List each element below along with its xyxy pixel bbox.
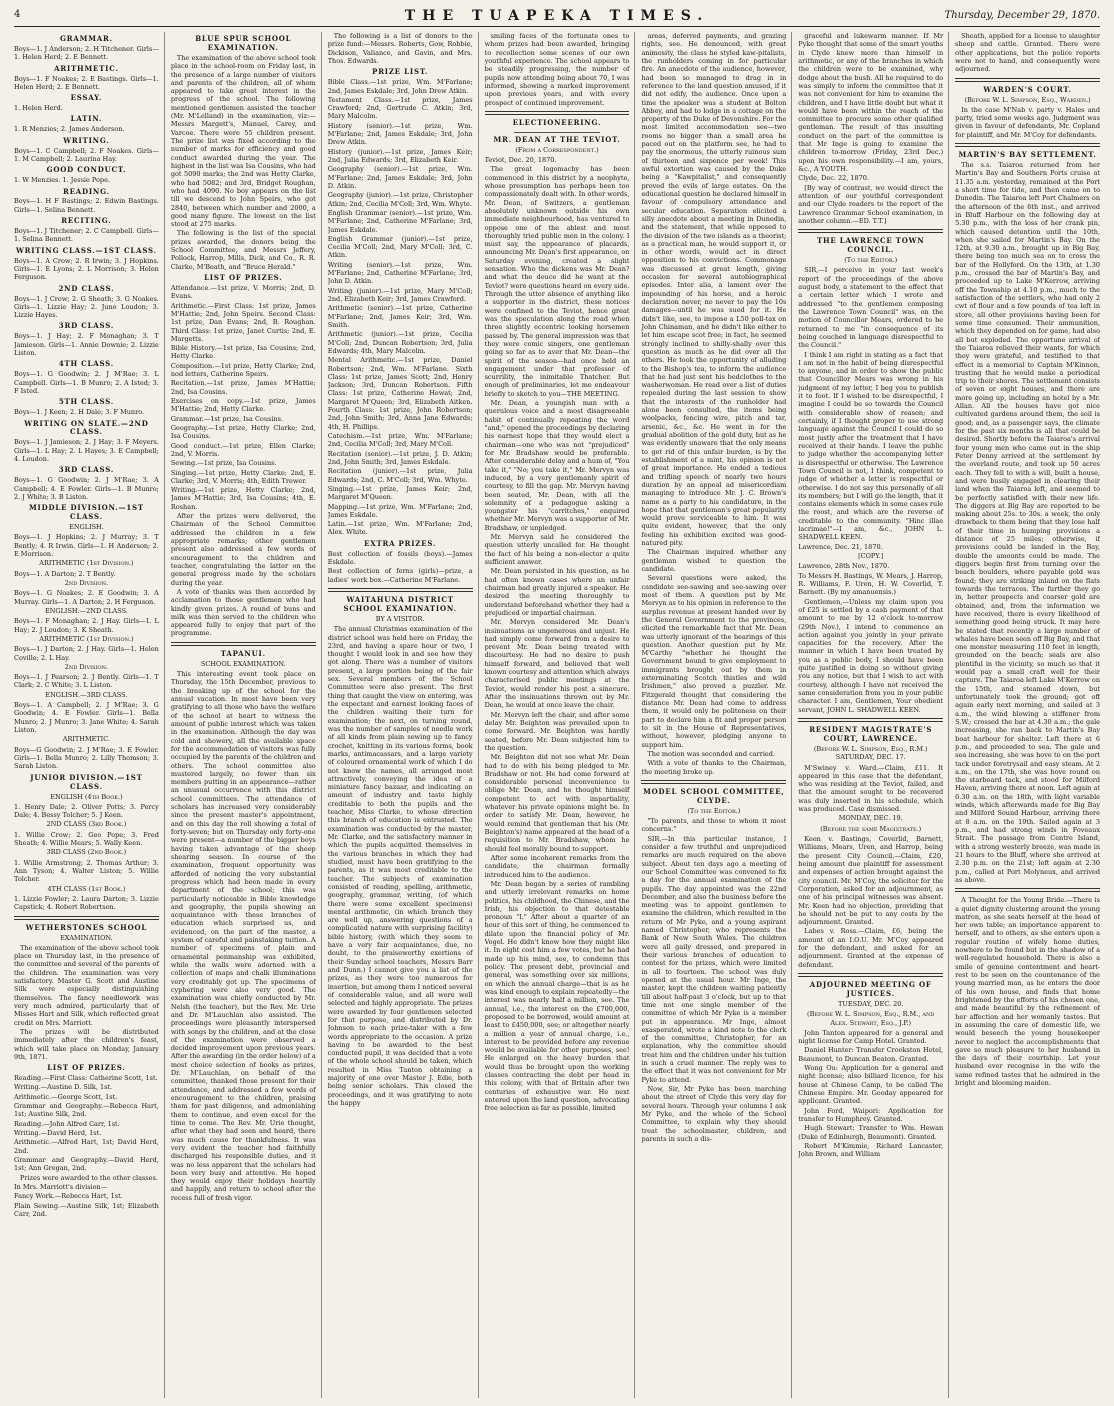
section-subheading: 4TH CLASS (1st Book.) (47, 884, 126, 893)
list-line: Bible History.—1st prize, Isa Cousins; 2nd, Hetty Clarke. (170, 344, 316, 361)
article-paragraph: Mr. Mervyn left the chair, and after some delay Mr. Beighton was prevailed upon to come forward. Mr. Beighton was hardly seated, before Mr. Dean subjected him to the question. (484, 710, 630, 752)
section-heading: READING. (62, 186, 110, 196)
list-line: 1. W Menzies. 1. Jessie Pope. (14, 176, 111, 185)
list-line: 1. R Menzies; 2. James Anderson. (14, 125, 125, 134)
section-heading: WARDEN'S COURT. (983, 84, 1072, 94)
list-line: Boys—1. J Hopkins; 2. J Murray; 3. T Bently; 4. R Irwin. Girls—1. H Anderson; 2. E Morrison. (14, 533, 159, 559)
list-line: Fancy Work.—Rebecca Hart, 1st. (14, 1192, 123, 1201)
list-line: Boys—1. J Crow; 2. G Sheath; 3. G Noakes. Girls—1. Lizzie Hay; 2. June Loudon; 3. Lizzie Hayes. (14, 294, 159, 320)
list-line: Singing.—1st prize, James Keir; 2nd, Margaret M'Queen. (327, 484, 473, 502)
list-line: Attendance.—1st prize, V. Morris; 2nd, D. Evans. (170, 283, 316, 301)
section-heading: WRITING. (63, 135, 110, 145)
list-line: Arithmetic.—Alfred Hart, 1st; David Herd, 2nd. (14, 1138, 159, 1155)
list-line: 1. Willie Crow; 2. Geo Pope; 3. Fred Sheath; 4. Willie Mears; 5. Wally Keen. (14, 830, 159, 848)
article-paragraph: The prizes will be distributed immediately after the children's feast, which will take place on Monday, January 9th, 1871. (14, 1027, 159, 1061)
article-paragraph: The great logomachy has been commenced in this district by a neophyte, whose presumption has perhaps been too compassionately dealt with. In other words, Mr. Dean, of Switzers, a gentleman absolutely unknown outside his own immediate neighbourhood, has ventured to oppose one of the ablest and most thoroughly tried public men in the colony. I must say, the appearance of placards, announcing Mr. Dean's first appearance, on Saturday evening, created a slight sensation. Who the dickens was Mr. Dean? and what the deuce did he want at the Teviot? were questions heard on every side. Through the utter absence of anything like a supporter in the district, these notices were confined to the Teviot, hence great was the speculation along the road when three slightly eccentric looking horsemen passed by. The general impression was that they were comic singers, one gentleman going so far as to aver that Mr. Dean—the spirit of the season—had once held an engagement under that professor of scurrility, the inimitable Thatcher. But enough of preliminaries, let me endeavour briefly to sketch to you—THE MEETING. (484, 165, 630, 398)
list-line: 1. Henry Dale; 2. Oliver Potts; 3. Percy Dale; 4. Bessy Tolcher; 5. J Keen. (14, 802, 159, 820)
article-paragraph: Mr. Beighton did not see what Mr. Dean had to do with his being pledged to Mr. Bradshaw or not. He had come forward at considerable personal inconvenience to oblige Mr. Dean, and he thought himself competent to act with impartiality, whatever his private opinions might be. In order to satisfy Mr. Dean, however, he would remind that gentleman that his (Mr. Beighton's) name appeared at the head of a requisition to Mr. Bradshaw, whom he should feel morally bound to support. (484, 753, 630, 853)
section-subheading: (From a Correspondent.) (515, 145, 599, 154)
section-subheading: ARITHMETIC. (62, 735, 111, 744)
column-4 (485, 32, 636, 1398)
article-paragraph: I think I am right in stating as a fact that I am not in the habit of being disrespectful to anyone, and in order to show the public that Councillor Mears was wrong in his judgment of my letter, I beg you to publish it to foot. If I wished to be disrespectful, I imagine I could be so towards the Council with considerable show of reason; and certainly, if I thought proper to use strong language against the Council I could do so most justly after the treatment that I have received at their hands. I leave the public to judge whether the accompanying letter is disrespectful or otherwise. The Lawrence Town Council is not, I think, competent to judge of whether a letter is respectful or otherwise. I do not say this personally of all its members; but I will go the length, that it contains elements which in some cases rule the roost, and which are the reverse of creditable to the community. "Hinc illae lacrimae!"—I am, &c., JOHN L. SHADWELL KEEN. (798, 350, 944, 542)
list-line: Boys—1. G Goodwin; 2. J M'Rae; 3. L Campbell. Girls—1. B Munro; 2. A Isted; 3. F Isted. (14, 370, 159, 395)
list-line: Sewing.—1st prize, Isa Cousins. (170, 459, 277, 468)
article-paragraph: The s.s. Taiaroa returned from her Martin's Bay and Southern Ports cruise at 11.35 a.m. yesterday, remained at the Port a short time for tide, and then came on to Dunedin. The Taiaroa left Port Chalmers on the afternoon of the 6th inst., and arrived in Bluff Harbour on the following day at 5.30 p.m., with the loss of her crank pin, which caused detention until the 10th, when she sailed for Martin's Bay. On the 12th, at 9.30 a.m., brought up in Big Bay, there being too much sea on to cross the bar of the Hollyford. On the 13th, at 1.30 p.m., crossed the bar of Martin's Bay, and proceeded up to Lake M'Kerrow, arriving off the Township at 4.10 p.m., much to the satisfaction of the settlers, who had only 2 cwt of flour and a few pounds of tea left in store, all other provisions having been for some time consumed. Their ammunition, which they depended on for game, had also all but exploded. The opportune arrival of the Taiaroa relieved their wants, for which they were grateful, and testified to that effect in a memorial to Captain M'Kinnon, trusting that he would make a periodical trip to their shores. The settlement consists of seven or eight houses, and there are more going up, including an hotel by a Mr. Allan. All the houses have got nice cultivated gardens around them, the soil is good; and, as a passenger says, the climate for the past six months is all that could be desired. Shortly before the Taiaroa's arrival four young men who came out in the ship Peter Denny arrived at the settlement by the overland route, and took up 50 acres each. They fell to with a will, built a house, and were busily engaged in clearing their land when the Taiaroa left, and seemed to be perfectly satisfied with their new life. The diggers at Big Bay are reported to be making about 25s. to 30s. a week, the only drawback to them being that they lose half of their time in humping provisions a distance of 25 miles; otherwise, if provisions could be landed in the Bay, double the amounts could be made. The diggers begin first from turning over the beach boulders, where payable gold was found; they are striking inland on the flats towards the terraces. The further they go in, better prospects and coarser gold are obtained, and, from the information we have received, there is every likelihood of something good being struck. It may here be stated that recently a large number of whales have been seen off Big Bay, and that one monster measuring 110 feet in length, grounded on the beach; seals are also plentiful in the vicinity, so much so that it would pay a small craft well for their capture. The Taiaroa left Lake M'Kerrow on the 15th, and steamed down, but unfortunately took the ground; got off again early next morning, and sailed at 3 a.m., the wind blowing a stiffener from S.W.; crossed the bar at 4.30 a.m.; the gale increasing, she ran back to Martin's Bay boat harbour for shelter. Left there at 6 p.m., and proceeded to sea. The gale and sea increasing, she was hove to on the port tack under foretrysail and easy steam. At 2 a.m., on the 17th, she was hove round on the starboard tack, and stood for Milford Haven, arriving there at noon. Left again at 6.30 a.m. on the 18th, with light variable winds, which afterwards made for Big Bay and Milford Sound Harbour, arriving there at 8 a.m. on the 19th. Sailed again at 3 p.m., and had strong winds in Foveaux Strait. The passage from Centre Island, with a strong westerly breeze, was made in 21 hours to the Bluff, where she arrived at 2.30 p.m. on the 21st; left again at 2.30 p.m., called at Port Molyneux, and arrived as above. (955, 161, 1101, 884)
section-subheading: (Before the same Magistrate.) (820, 824, 922, 833)
column-divider (955, 888, 1100, 892)
list-line: Writing (senior).—1st prize, Wm. M'Farlane; 2nd, Catherine M'Farlane; 3rd, John D. Atkin. (327, 260, 473, 286)
section-subheading: (Before W. L. Simpson, Esq., R.M.) SATURDAY, DEC. 17. (813, 744, 928, 762)
section-heading: 5TH CLASS. (58, 397, 115, 407)
list-line: Testament Class.—1st prize, James Crawford; 2nd, Gertrude C. Atkin; 3rd, Mary Malcolm. (327, 95, 473, 121)
section-heading: MIDDLE DIVISION.—1ST CLASS. (29, 503, 144, 522)
section-heading: ADJOURNED MEETING OF JUSTICES. (809, 980, 932, 998)
list-line: 1. Lizzie Fowler; 2. Laura Darton; 3. Lizzie Capstick; 4. Robert Robertson. (14, 894, 159, 912)
article-paragraph: M'Swiney v. Ward.—Claim, £11. It appeared in this case that the defendant, who was residing at the Teviot, failed, and that the amount sought to be recovered was duly inserted in his schedule, which was produced. Case dismissed. (798, 763, 944, 814)
list-line: Mapping.—1st prize, Wm. M'Farlane; 2nd, James Eskdale. (327, 502, 473, 519)
list-line: Recitation (junior).—1st prize, Julia Edwards; 2nd, C. M'Coll; 3rd, Wm. Whyte. (327, 467, 473, 484)
list-line: Boys—1. A Crow; 2. R Irwin; 3. J Hopkins. Girls—1. E Lyons; 2. L Morrison; 3. Helen Ferguson. (14, 256, 159, 282)
section-heading: BLUE SPUR SCHOOL EXAMINATION. (195, 34, 292, 52)
column-divider (171, 642, 316, 646)
article-paragraph: With a vote of thanks to the Chairman, the meeting broke up. (641, 759, 787, 776)
section-subheading: [COPY.] (858, 552, 884, 561)
list-line: Boys—1. F Monaghan; 2. J Hay. Girls—1. L Hay; 2. J Loudon; 3. K Sheath. (14, 617, 159, 634)
list-line: Boys—1. G Goodwin; 2. J M'Rae; 3. A Campbell; 4. E Fowler. Girls—1. B Munro; 2. J White; 3. B Liston. (14, 476, 159, 501)
list-line: Teviot, Dec. 20, 1870. (484, 156, 557, 165)
section-heading: RECITING. (61, 216, 112, 226)
article-paragraph: Mr. Mervyn said he considered the question utterly uncalled for. He thought the fact of his being a non-elector a quite sufficient answer. (484, 533, 630, 567)
section-heading: MARTIN'S BAY SETTLEMENT. (958, 150, 1097, 160)
short-rule (514, 132, 601, 133)
list-line: Singing.—1st prize, Hetty Clarke; 2nd, E. Clarke; 3rd, V. Morris; 4th, Edith Trewer. (170, 468, 316, 485)
section-heading: THE LAWRENCE TOWN COUNCIL. (816, 236, 925, 255)
section-heading: PRIZE LIST. (372, 67, 429, 77)
column-divider (485, 111, 630, 115)
section-heading: LIST OF PRIZES. (204, 273, 283, 283)
section-heading: LIST OF PRIZES. (47, 1063, 126, 1073)
section-subheading: 2nd Division. (64, 579, 109, 588)
list-line: History (junior).—1st prize, James Keir; 2nd, Julia Edwards; 3rd, Elizabeth Keir. (327, 147, 473, 165)
list-line: Boys—1. J Anderson; 2. H Titchener. Girls—1. Helen Herd; 2. E Bennett. (14, 44, 159, 62)
section-heading: 2ND CLASS. (58, 283, 115, 293)
list-line: Lawrence, Dec. 21, 1870. (798, 542, 883, 551)
list-line: Writing.—Austine D. Silk, 1st. (14, 1083, 113, 1092)
article-paragraph: "To parents, and those to whom it most concerns." (641, 817, 787, 834)
section-subheading: SCHOOL EXAMINATION. (200, 659, 286, 668)
section-heading: WRITING ON SLATE.—2ND CLASS. (24, 418, 149, 437)
article-paragraph: smiling faces of the fortunate ones to whom prizes had been awarded, bringing to recollection some scenes of our own youthful experience. The school appears to be steadily progressing, the number of pupils now attending being about 70, I was informed, showing a marked improvement upon previous years, and with every prospect of continued improvement. (484, 32, 630, 107)
section-subheading: (Before W. L. Simpson, Esq., R.M., and Alex. Stewart, Esq., J.P.) (807, 1010, 935, 1027)
list-line: In Mrs. Marriott's division— (14, 1182, 108, 1191)
list-line: Good conduct.—1st prize, Ellen Clarke; 2nd, V. Morris. (170, 441, 316, 458)
list-line: Grammar.—1st prize, Isa Cousins. (170, 414, 284, 423)
list-line: Writing.—1st prize, Hetty Clarke; 2nd, James M'Hattie; 3rd, Isa Cousins; 4th, E. Roshan. (170, 486, 316, 511)
column-divider (328, 588, 473, 592)
column-2 (171, 32, 322, 1398)
article-paragraph: Labes v. Ross.—Claim, £6, being the amount of an I.O.U. Mr. M'Coy appeared for the defendant, and asked for an adjournment. Granted at the expense of defendant. (798, 927, 944, 969)
list-line: To Messrs H. Bastings, W. Mears, J. Harrop, R. Williams, F. Uren, H. W. Coverlid, T. Barnett. (By my amanuensis.) (798, 571, 944, 597)
section-heading: MR. DEAN AT THE TEVIOT. (493, 134, 621, 144)
list-line: Recitation.—1st prize, James M'Hattie; 2nd, Isa Cousins. (170, 379, 316, 396)
section-heading: RESIDENT MAGISTRATE'S COURT, LAWRENCE. (809, 724, 933, 743)
section-subheading: BY A VISITOR. (375, 614, 425, 623)
list-line: Geography (junior).—1st prize, Christopher Atkin; 2nd, Cecilia M'Coll; 3rd, Wm. Whyte. (327, 191, 473, 208)
section-subheading: 3RD CLASS (2nd Book.) (46, 848, 127, 857)
section-subheading: ENGLISH.—3RD CLASS. (45, 690, 128, 699)
list-line: Recitation (senior).—1st prize, J. D. Atkin; 2nd, John Smith; 3rd, James Eskdale. (327, 449, 473, 466)
article-paragraph: After some incoherent remarks from the candidate, the chairman formally introduced him to the audience. (484, 853, 630, 879)
list-line: Plain Sewing.—Austine Silk, 1st; Elizabeth Carr, 2nd. (14, 1201, 159, 1218)
column-divider (955, 78, 1100, 82)
article-paragraph: A vote of thanks was then accorded by acclamation to those gentlemen who had kindly given prizes. A round of buns and milk was then served to the children who appeared fully to enjoy that part of the programme. (170, 587, 316, 638)
section-subheading: (To the Editor.) (844, 256, 898, 265)
section-subheading: ENGLISH (4th Book.) (50, 792, 123, 801)
article-paragraph: The following is the list of the special prizes awarded, the donors being the School Committee, and Messrs Jeffery, Pollock, Harrop, Mills, Dick, and Co., R. R. Clarke, M'Beath, and "Bruce Herald." (170, 229, 316, 271)
article-paragraph: SIR,—In this particular instance, I consider a few truthful and unprejudiced remarks are much required on the above subject. About ten days ago a meeting of our School Committee was convened to fix a day for the annual examination of the pupils. The day appointed was the 22nd December, and also the business before the meeting was to appoint gentlemen to examine the children, which resulted in the return of Mr Pyke, and a young aspirant named Christopher, who represents the Bank of New South Wales. The children were all gaily dressed, and prepared in their various branches of education to contest for the prizes, which were limited in all to fourteen. The school was duly opened at the usual hour. Mr Inge, the master, kept the children waiting patiently till about half-past 3 o'clock, but up to that time not one single member of the committee of which Mr Pyke is a member put in appearance. Mr Inge, almost exasperated, wrote a kind note to the clerk of the committee, Christopher, for an explanation, why the committee should treat him and the children under his tuition in such a cruel manner. The reply was to the effect that it was not convenient for Mr Pyke to attend. (641, 834, 787, 1084)
section-subheading: (To the Editor.) (687, 806, 741, 815)
column-divider (798, 718, 943, 722)
article-paragraph: [By way of contrast, we would direct the attention of our youthful correspondent and our Clyde readers to the report of the Lawrence Grammar School examination, in another column.—ED. T.T.] (798, 183, 944, 225)
list-line: Boys—1. J Hay; 2. F Monaghan; 3. T Jamieson. Girls—1. Annie Downie; 2. Lizzie Liston. (14, 332, 159, 358)
section-subheading: 2nd Division. (64, 662, 109, 671)
article-paragraph: SIR,—I perceive in your last week's report of the proceedings of the above august body, a statement to the effect that a certain letter which I wrote and addressed "to the gentlemen composing the Lawrence Town Council" was, on the motion of Councillor Mears, ordered to be returned to me "in consequence of its being couched in language disrespectful to the Council." (798, 266, 944, 350)
list-line: Boys—1. F Noakes; 2. E Bastings. Girls—1. Helen Herd; 2. E Bennett. (14, 74, 159, 91)
newspaper-columns (14, 32, 1100, 1398)
list-line: Latin.—1st prize, Wm. M'Farlane; 2nd, Alex. White. (327, 520, 473, 537)
article-paragraph: Now, Sir, Mr Pyke has been marching about the street of Clyde this very day for several hours. Through your columns I ask Mr Pyke, and the whole of the School Committee, to explain why they should treat the schoolmaster, children, and parents in such a dis- (641, 1085, 787, 1143)
list-line: Boys—G Goodwin; 2. J M'Rae; 3. E Fowler. Girls—1. Bella Munro; 2. Lilly Thomson; 3. Sarah Liston. (14, 745, 159, 771)
article-paragraph: The following is a list of donors to the prize fund:—Messrs. Roberts, Gow, Robbie, Dickison, Valiance, and Gavin, and Mrs. Thos. Edwards. (327, 32, 473, 65)
section-subheading: MONDAY, DEC. 19. (838, 814, 903, 823)
article-paragraph: The annual Christmas examination of the district school was held here on Friday, the 23rd, and having a spare hour or two, I thought I would look in and see how they got along. There was a number of visitors present, a large portion being of the fair sex. Several members of the School Committee were also present. The first thing that caught the view on entering, was the expectant and earnest looking faces of the children waiting their turn for examination; the next, on turning round, was the number of samples of needle work of all kinds from plain sewing up to fancy crochet, knitting in its various forms, book marks, antimacassars, and a large variety of coloured ornamental work of which I do not know the names, all arranged most attractively, conveying the idea of a miniature fancy bazaar, and indicating an amount of industry and taste highly creditable to both the pupils and the teacher, Miss Clarke, to whose direction this branch of education is entrusted. The examination was conducted by the master, Mr. Clarke, and the satisfactory manner in which the pupils acquitted themselves in the various branches in which they had studied, must have been gratifying to the parents, as it was most creditable to the teacher. The subjects of examination consisted of reading, spelling, arithmetic, geography, grammar, writing, (of which there were some excellent specimens) mental arithmetic, (in which branch they are well up, answering questions of a complicated nature with surprising facility) bible history, (with which they seem to have a very fair acquaintance, due, no doubt, to the praiseworthy exertions of their Sunday school teachers, Messrs Barr and Dunn.) I cannot give you a list of the prizes, as they were too numerous for insertion, but among them I noticed several of considerable value, and all were well selected and highly appropriate. The prizes were awarded by four gentlemen selected for that purpose, and distributed by Dr. Johnson to each prize-taker with a few words appropriate to the occasion. A prize having to be awarded to the best conducted pupil, it was decided that a vote of the whole school should be taken, which resulted in Miss Tanton obtaining a majority of one over Master J. Edie, both being senior scholars. This closed the proceedings, and it was gratifying to note the happy (327, 625, 473, 1107)
section-subheading: EXAMINATION. (60, 933, 113, 942)
list-line: Grammar and Geography.—Rebecca Hart, 1st; Austine Silk, 2nd. (14, 1102, 159, 1119)
list-line: Arithmetic (junior).—1st prize, Cecilia M'Coll; 2nd, Duncan Robertson; 3rd, Julia Edwards; 4th, Mary Malcolm. (327, 330, 473, 355)
list-line: Boys—1. C Campbell; 2. F Noakes. Girls—1. M Campbell; 2. Laurina Hay. (14, 146, 159, 163)
section-heading: TAPANUI. (220, 648, 266, 658)
section-subheading: ARITHMETIC (1st Division.) (39, 559, 134, 568)
article-paragraph: Robert M'Kimmie, Richard Lancaster, John Brown, and William (798, 1141, 944, 1159)
section-heading: WETHERSTONES SCHOOL (25, 922, 148, 932)
article-paragraph: Gentlemen,—Unless my claim upon you of £25 is settled by a cash payment of that amount to me by 12 o'clock to-morrow (29th Nov.), I intend to commence an action against you jointly in your private capacities for the recovery. After the manner in which I have been treated by you as a public body, I should have been quite justified in doing so without giving you any notice, but that I wish to act with courtesy, although I have not received the same consideration from you in your public character. I am, Gentlemen, Your obedient servant, JOHN L. SHADWELL KEEN. (798, 597, 944, 714)
article-paragraph: Keen v. Bastings, Coverlid, Barnett, Williams, Mears, Uren, and Harrop, being the present City Council.—Claim, £20, being amount due plaintiff for assessment and expenses of action brought against the city council. Mr. M'Coy, the solicitor for the Corporation, asked for an adjournment, as one of his principal witnesses was absent. Mr. Keen had no objection, providing that he should not be put to any costs by the adjournment. Granted. (798, 835, 944, 927)
list-line: English Grammar (senior).—1st prize, Wm. M'Farlane; 2nd, Catherine M'Farlane; 3rd, James Eskdale. (327, 208, 473, 234)
article-paragraph: John Ford, Waipori: Application for transfer to Humphrey. Granted. (798, 1106, 944, 1123)
section-heading: LATIN. (70, 114, 103, 124)
list-line: Mental Arithmetic.—1st prize, Daniel Robertson; 2nd, Wm. M'Farlane. Sixth Class: 1st prize, James Scott; 2nd, Henry Jackson; 3rd, Duncan Robertson. Fifth Class: 1st prize, Catherine Hewat; 2nd, Margaret M'Queen; 3rd, Elizabeth Aitken. Fourth Class: 1st prize, John Robertson; 2nd, John Smith; 3rd, Anna Jane Edwards; 4th, H. Phillips. (327, 356, 473, 431)
list-line: Exercises on copy.—1st prize, James M'Hattie; 2nd, Hetty Clarke. (170, 397, 316, 414)
article-paragraph: In the case M'Nab v. party v. Hales and party, tried some weeks ago. Judgment was given in favour of defendants, Mr. Copland for plaintiff, and Mr. M'Coy for defendants. (955, 105, 1101, 139)
list-line: Boys—1. J Titchener; 2. C Campbell. Girls—1. Selina Bennett. (14, 227, 159, 244)
section-heading: 4TH CLASS. (58, 359, 115, 369)
section-heading: GRAMMAR. (60, 34, 113, 43)
list-line: Boys—1. A Darton; 2. T Bently. (14, 569, 116, 578)
section-subheading: 2ND CLASS (3rd Book.) (46, 820, 127, 829)
section-heading: WAITAHUNA DISTRICT SCHOOL EXAMINATION. (343, 594, 457, 613)
section-subheading: TUESDAY, DEC. 20. (838, 999, 904, 1008)
list-line: Writing (junior).—1st prize, Mary M'Coll; 2nd, Elizabeth Keir; 3rd, James Crawford. (327, 286, 473, 304)
article-paragraph: Mr. Dean began by a series of rambling and utterly irrelevant remarks on home politics, his childhood, the Chinese, and the Irish, his objection to that detestable pronoun "I." After about a quarter of an hour of this sort of thing, he commenced to dilate upon the financial policy of Mr. Vogel. He didn't know how they might like it. In eight cost him a few votes, but he had made up his mind, see, to condemn this policy. The present debt, provincial and general, was something over six millions, on which the annual charge—that is as he was kind enough to explain repeatedly—the interest was nearly half a million, see. The annual, i.e., the interest on the £700,000, proposed to be borrowed, would amount at least to £450,000, see; or altogether nearly a million a year of annual charge, i.e., interest to be provided before any revenue would be available for other purposes, see! He enlarged on the heavy burden that would thus be brought upon the working classes contracting the debt per head in this colony, with that of Britain after two centuries of exhaustive war. He next entered upon the land question, advocating free selection as far as possible, limited (484, 879, 630, 1113)
section-heading: MODEL SCHOOL COMMITTEE, CLYDE. (643, 786, 785, 805)
column-6 (798, 32, 949, 1398)
article-paragraph: Several questions were asked, the candidate see-sawing and see-sawing over most of them. A question put by Mr. Mervyn as to his opinion in reference to the surplus revenue at present handed over by the General Government to the provinces, elicited the remarkable fact that Mr. Dean was utterly ignorant of the bearings of this question. Another question put by Mr. M'Carthy "whether he thought the Government bound to give employment to immigrants brought out by them in exterminating Scotch thistles and wild Irishmen," also proved a puzzler. Mr. Fitzgerald thought that considering the distance Mr. Dean had come to address them, it would only be politeness on their part to declare him a fit and proper person to sit in the House of Representatives, without, however, pledging anyone to support him. (641, 574, 787, 749)
article-paragraph: Sheath, applied for a license to slaughter sheep and cattle. Granted. There were other applications, but the police reports were not to hand, and consequently were adjourned. (955, 32, 1101, 74)
column-divider (14, 916, 159, 920)
section-heading: ARITHMETIC. (54, 63, 119, 73)
article-paragraph: Mr. Dean persisted in his question, as he had often known cases where an unfair chairman had greatly injured a speaker. He desired the meeting thoroughly to understand beforehand whether they had a prejudiced or impartial chairman. (484, 567, 630, 617)
column-7 (955, 32, 1100, 1398)
list-line: Catechism.—1st prize, Wm. M'Farlane; 2nd, Cecilia M'Coll; 3rd, Mary M'Coll. (327, 432, 473, 449)
masthead (14, 8, 1100, 27)
section-subheading: ENGLISH.—2ND CLASS. (44, 606, 128, 615)
page-number: 4 (14, 9, 21, 20)
section-heading: EXTRA PRIZES. (364, 538, 437, 548)
column-divider (641, 780, 786, 784)
section-subheading: ARITHMETIC (1st Division.) (39, 634, 134, 643)
article-paragraph: John Tanton appeared for a general and night license for Camp Hotel. Granted. (798, 1028, 944, 1046)
list-line: Best collection of ferns (girls)—prize, a ladies' work box.—Catherine M'Farlane. (327, 567, 473, 584)
article-paragraph: Wong Ou: Application for a general and night license; also billiard licence, for his house at Chinese Camp, to be called The Chinese Empire. Mr. Gooday appeared for applicant. Granted. (798, 1064, 944, 1106)
list-line: Boys—1. G Noakes; 2. E Goodwin; 3. A Murray. Girls—1. A Darton; 2. H Ferguson. (14, 589, 159, 606)
section-subheading: ENGLISH. (69, 523, 104, 532)
section-heading: 3RD CLASS. (58, 321, 115, 331)
section-heading: JUNIOR DIVISION.—1ST CLASS. (30, 772, 143, 791)
list-line: Arithmetic (senior).—1st prize, Catherine M'Farlane; 2nd, James Keir; 3rd, Wm. Smith. (327, 304, 473, 329)
section-heading: ELECTIONEERING. (512, 117, 602, 127)
list-line: Writing.—David Herd, 1st. (14, 1129, 102, 1138)
issue-date: Thursday, December 29, 1870. (944, 10, 1100, 21)
list-line: Composition.—1st prize, Hetty Clarke; 2nd, nod letters, Catherine Speirs. (170, 361, 316, 379)
section-subheading: (Before W. L. Simpson, Esq., Warden.) (964, 95, 1091, 104)
article-paragraph: The examination of the above school took place in the school-room on Friday last, in the presence of a large number of visitors and parents of the children, all of whom appeared to take great interest in the progress of the school. The following mentioned gentlemen assisted the teacher (Mr. M'Lelland) in the examination, viz:—Messrs Margett's, Manuel, Carey, and Varcoe. There were 55 children present. The prize list was fixed according to the number of marks for efficiency and good conduct awarded during the year. The highest in the list was Isa Cousins, who had got 5090 marks; the 2nd was Hetty Clarke, who had 5082; and 3rd, Bridget Roughan, who had 4090. No boy appears on the list till we descend to John Speirs, who got 2840, between which number and 2000, a good many figure. The lowest on the list stood at 275 marks. (170, 53, 316, 229)
column-divider (798, 973, 943, 977)
article-paragraph: Mr. Mervyn considered Mr. Dean's insinuations as ungenerous and unjust. He had simply come forward from a desire to prevent Mr. Dean being treated with discourtesy. He had no desire to push himself forward, and believed that well known courtesy and attention which always characterised public meetings at the Teviot, would render his post a sinecure. After the insinuations thrown out by Mr. Dean, he would at once leave the chair. (484, 618, 630, 710)
article-paragraph: Mr. Dean, a youngish man with a querulous voice and a most disagreeable habit of continually repeating the word "and," opened the proceedings by declaring his earnest hope that they would elect a chairman—one who was not "prejudiced" for Mr. Bradshaw would be preferable. After considerable delay and a hum of, "You take it," "No; you take it," Mr. Mervyn was induced, by a very gentlemanly spirit of courtesy, to fill the gap. Mr. Mervyn having been seated, Mr. Dean, with all the solemnity of a pedagogue asking a youngster his "carritches," enquired whether Mr. Mervyn was a supporter of Mr. Bradshaw, or unpledged. (484, 399, 630, 532)
list-line: Boys—1. J Darton; 2. J Hay. Girls—1. Helen Coville; 2. L Hay. (14, 645, 159, 662)
article-paragraph: The motion was seconded and carried. (647, 749, 775, 758)
column-5 (641, 32, 792, 1398)
section-heading: ESSAY. (70, 93, 103, 103)
list-line: Boys—1. J Keen; 2. H Dale; 3. F Munro. (14, 408, 145, 417)
list-line: Boys—1. H F Bastings; 2. Edwin Bastings. Girls—1. Selina Bennett. (14, 197, 159, 214)
list-line: Bible Class.—1st prize, Wm. M'Farlane; 2nd, James Eskdale; 3rd, John Drew Atkin. (327, 78, 473, 95)
list-line: Geography.—1st prize, Hetty Clarke; 2nd, Isa Cousins. (170, 423, 316, 441)
list-line: Reading.—John Alfred Carr, 1st. (14, 1119, 120, 1128)
list-line: Boys—1. A Campbell; 2. J M'Rae; 3. G Goodwin; 4. E Fowler. Girls—1. Bella Munro; 2. J Munro; 3. Jane White; 4. Sarah Liston. (14, 701, 159, 735)
list-line: Arithmetic.—George Scott, 1st. (14, 1092, 118, 1101)
list-line: History (senior).—1st prize, Wm. M'Farlane; 2nd, James Eskdale; 3rd, John Drew Atkin. (327, 121, 473, 147)
article-paragraph: graceful and lukewarm manner. If Mr Pyke thought that some of the smart youths in Clyde knew more than himself in arithmetic, or any of the branches in which the children were to be examined, why dodge about the bush. All he required to do was simply to inform the committee that it was not convenient for him to examine the children, and I have little doubt but what it would have been within the reach of the committee to procure some other qualified gentleman. The result of this insulting conduct on the part of the committee is that Mr Inge is going to examine the children to-morrow (Friday, 23rd Dec.) upon his own responsibility.—I am, yours, &c., A YOUTH. (798, 32, 944, 173)
list-line: Clyde, Dec. 22, 1870. (798, 174, 870, 183)
list-line: 1. Helen Herd. (14, 104, 63, 113)
article-paragraph: Prizes were awarded to the other classes. (20, 1173, 158, 1182)
article-paragraph: A Thought for the Young Bride.—There is a quiet dignity clustering around the young matron, as she seats herself at the head of her own table; an importance apparent to herself, and to others, as she enters upon a regular routine of wifely home duties, nowhere to be found but in the shadow of a well-regulated household. There is also a smile of genuine contentment and heart-rest to be seen on the countenance of the young married man, as he enters the door of his own house, and finds that home brightened by the efforts of his chosen one, and made beautiful by the refinement of her affection and her womanly tastes. But in assuming the care of domestic life, we would beseech the young housekeeper never to neglect the accomplishments that gave so much pleasure to her husband in the days of their courtship. Let your husband ever recognise in the wife the same refined tastes that he admired in the bright and blooming maiden. (955, 896, 1101, 1088)
list-line: Reading.—First Class: Catherine Scott, 1st. (14, 1074, 158, 1083)
list-line: Grammar and Geography.—David Herd, 1st; Ann Gregan, 2nd. (14, 1155, 159, 1173)
article-paragraph: Daniel Hunter: Transfer Crookston Hotel, Beaumont, to Duncan Beaton. Granted. (798, 1046, 944, 1063)
article-paragraph: After the prizes were delivered, the Chairman of the School Committee addressed the children in a few appropriate remarks; other gentlemen present also addressed a few words of encouragement to the children and teacher, congratulating the latter on the general progress made by the scholars during the year. (170, 512, 316, 587)
list-line: Boys—1. J Jamieson; 2. J Hay; 3. F Meyers. Girls—1. L Hay; 2. L Hayes; 3. E Campbell; 4. Loudon. (14, 438, 159, 464)
list-line: Boys—1. J Pearson; 2. J Bently. Girls—1. T Clark; 2. C White; 3. L Liston. (14, 673, 159, 690)
section-heading: 3RD CLASS. (58, 465, 115, 475)
list-line: Geography (senior).—1st prize, Wm. M'Farlane; 2nd, James Eskdale; 3rd, John D. Atkin. (327, 165, 473, 190)
article-paragraph: Hugh Stewart: Transfer to Wm. Hewan (Duke of Edinburgh, Beaumont). Granted. (798, 1124, 944, 1141)
article-paragraph: areas, deferred payments, and grazing rights, see. He denounced, with great animosity, the class he styled kaw-pitalists, the runholders coming in for particular fire. An anecdote of the audience, however, had been so managed to drag in in reference to the land question amused, if it did not edify, the audience. Once upon a time the speaker was a student at Bolton Abbey, and had to lodge in a cottage on the property of the Duke of Devonshire. For the most limited accommodation see—two rooms no bigger than a small area he paced out on the platform see, he had to pay the enormous, the utterly ruinous sum of thirteen and sixpence per week! This awful extortion was caused by the Duke being a "Kawpitalist," and consequently proved the evils of large estates. On the educational question he declared himself in favour of compulsory attendance and secular education. Separation elicited a silly anecdote about a meeting in Dunedin, and the statement, that while opposed to the division of the two islands as a theorist; as a practical man, he would support it, or in other words, would act in direct opposition to his convictions. Commonage was discussed at great length, giving occasion for several autobiographical episodes. Inter alia, a lament over the impounding of his horse, and a heroic declaration never, no never to pay the 10s damages—until he was sued for it. He didn't like, see, to impose a L50 poll-tax on John Chinaman, and he didn't like either to let him escape scot free; in fact, he seemed strongly inclined to shilly-shally over this question as much as he did over all the others. He took the opportunity of alluding to the Bishop's tea, to inform the audience that he had just sent his bedclothes to the washerwoman. He read over a list of duties repealed during the last session to show that the interests of the runholder had alone been consulted, the items being woolpacks, fencing wire, pitch and tar, arsenic, &c., &c. He went in for the gradual abolition of the gold duty, but as he was evidently unaware that the only means to get rid of this unfair burden, is by the establishment of a mint, his opinion is not of great importance. He ended a tedious and trifling speech of nearly two hours duration by an appeal ad misericordiam managing to introduce Mr. J. C. Brown's name as a party to his candidature, in the hope that that gentleman's great popularity would prove serviceable to him. It was quite evident, however, that the only feeling his exhibition excited was good-natured pity. (641, 32, 787, 548)
list-line: Best collection of fossils (boys).—James Eskdale. (327, 549, 473, 567)
section-heading: WRITING CLASS.—1ST CLASS. (15, 245, 157, 255)
article-paragraph: This interesting event took place on Thursday, the 15th December, previous to the breaking up of the school for the annual vacation. In most have been very gratifying to all those who have the welfare of the school at heart to witness the amount of public interest which was taken in the examination. Although the day was cold and showery, all the available space for the accommodation of visitors was fully occupied by the parents of the children and others. The school committee also mustered largely, no fewer than six members putting in an appearance—rather an unusual occurrence with this district school committees. The attendance of scholars has increased very considerably since the present master's appointment, and on this day the roll showing a total of forty-seven; but on Thursday only forty-one were present—a number of the bigger boys having taken advantage of the sheep shearing season. In course of the examination, frequent opportunity was afforded of noticing the very substantial progress which had been made in every department of the school; this was particularly noticeable in Bible knowledge and geography, the pupils showing an acquaintance with these branches of education which surprised us, and evidenced, on the part of the master, a system of careful and painstaking tuition. A number of specimens of plain and ornamental penmanship was exhibited, while the walls were adorned with a collection of maps and chalk illuminations very creditably got up. The specimens of cyphering were also very good. The examination was chiefly conducted by Mr. Nelsh (the teacher), but the Rev. Mr. Urie and Dr. M'Lauchlan also assisted. The proceedings were pleasantly interspersed with songs by the children, and at the close of the examination were observed a decided improvement upon previous years. After the awarding (in the order below) of a most choice selection of books as prizes, Dr. M'Lauchlan, on behalf of the committee, thanked those present for their attendance, and addressed a few words of encouragement to the children, praising them for past diligence, and admonishing them to continue, and even excel for the time to come. The Rev. Mr. Urie thought, after what they had seen and heard, there was much cause for thankfulness. It was very evident the teacher had faithfully discharged his responsible duties, and it was no less apparent that the scholars had been very busy and attentive. He hoped they would enjoy their holidays heartily and happily, and return to school after the recess full of fresh vigor. (170, 670, 316, 1202)
newspaper-title: THE TUAPEKA TIMES. (404, 8, 710, 24)
list-line: Lawrence, 28th Nov., 1870. (798, 562, 890, 571)
list-line: English Grammar (junior).—1st prize, Cecilia M'Coll; 2nd, Mary M'Coll; 3rd, C. Atkin. (327, 234, 473, 260)
column-1 (14, 32, 165, 1398)
list-line: Arithmetic.—First Class: 1st prize, James M'Hattie; 2nd, John Speirs. Second Class: 1st prize, Dan Evans; 2nd, B. Roughan. Third Class: 1st prize, Janet Curtis; 2nd, E. Margetts. (170, 301, 316, 343)
list-line: 1. Willie Armstrong; 2. Thomas Arthur; 3. Ann Tyson; 4. Walter Liston; 5. Willie Tolcher. (14, 858, 159, 884)
article-paragraph: The examination of the above school took place on Thursday last, in the presence of the committee and several of the parents of the children. The examination was very satisfactory. Master G. Scott and Austine Silk were especially distinguishing themselves. The fancy needlework was very much admired, particularly that of Misses Hart and Silk, which reflected great credit on Mrs. Marriott. (14, 943, 159, 1027)
column-3 (328, 32, 479, 1398)
article-paragraph: The Chairman inquired whether any gentleman wished to question the candidate. (641, 548, 787, 573)
section-heading: GOOD CONDUCT. (46, 165, 127, 175)
column-divider (955, 143, 1100, 147)
column-divider (798, 229, 943, 233)
